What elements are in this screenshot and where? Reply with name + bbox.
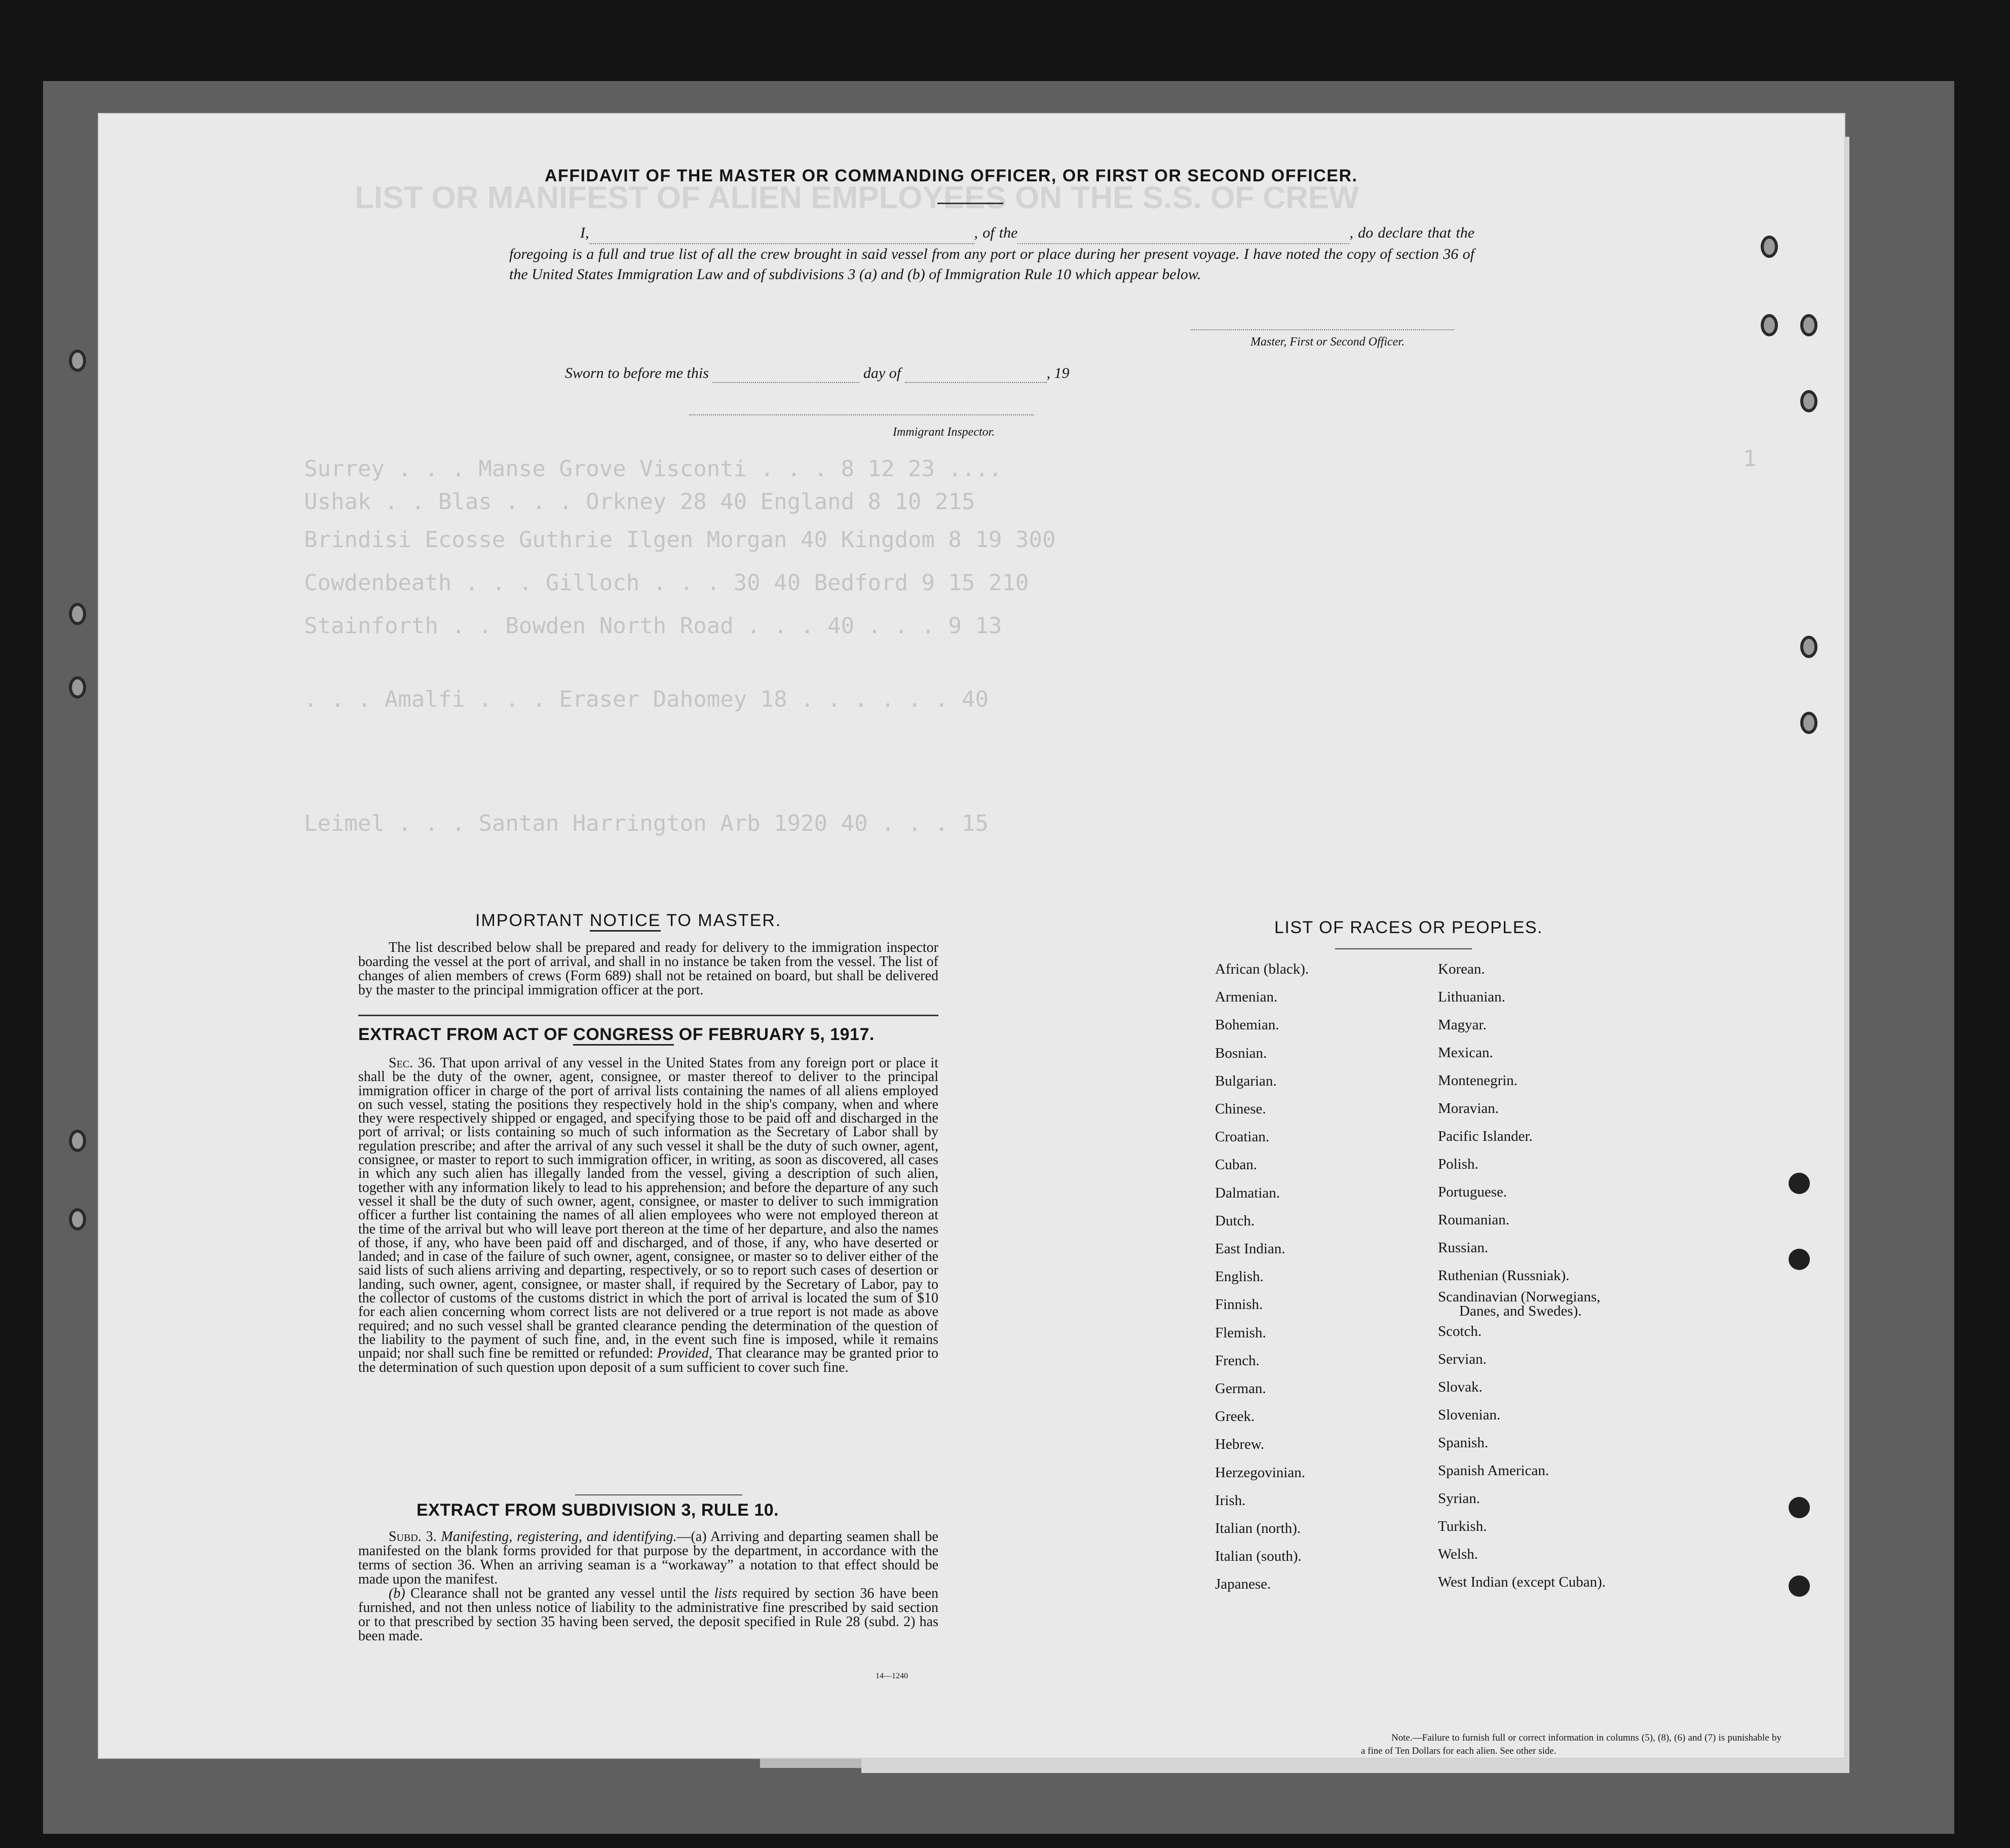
race-item: Irish. — [1215, 1492, 1246, 1509]
subdivision-a-body: Arriving and departing seamen shall be manifested on the blank forms provided for that purpose by the department, in accordance with the terms of section 36. When an arriving seaman is a “workaway” a notation to that effect should be made upon the manifest. — [358, 1529, 938, 1587]
title-rule — [937, 203, 1003, 204]
punch-dot — [1789, 1575, 1810, 1597]
race-item: Herzegovinian. — [1215, 1464, 1305, 1481]
race-item: Italian (south). — [1215, 1548, 1302, 1565]
subdivision-b-part1: Clearance shall not be granted any vessel until the — [410, 1586, 709, 1601]
bleed-through-row-number: 1 — [1743, 446, 1757, 472]
race-item: Mexican. — [1438, 1045, 1493, 1061]
provided-word: Provided, — [657, 1345, 712, 1362]
lists-word: lists — [714, 1586, 737, 1601]
form-number: 14—1240 — [876, 1672, 908, 1680]
punch-hole — [1800, 390, 1817, 412]
affidavit-title: AFFIDAVIT OF THE MASTER OR COMMANDING OFFICER, OR FIRST OR SECOND OFFICER. — [545, 166, 1358, 185]
race-item: Slovenian. — [1438, 1407, 1501, 1423]
punch-hole — [69, 1208, 86, 1230]
subdivision-label: Subd. 3. — [389, 1529, 437, 1545]
race-item: German. — [1215, 1380, 1266, 1397]
race-item: Korean. — [1438, 961, 1485, 977]
punch-hole — [1761, 314, 1778, 336]
races-title: LIST OF RACES OR PEOPLES. — [1274, 918, 1543, 937]
affidavit-i: I, — [580, 224, 589, 241]
race-item: Syrian. — [1438, 1490, 1480, 1507]
subdivision-paragraph-a — [358, 1530, 938, 1587]
punch-hole — [1800, 636, 1817, 658]
race-item: French. — [1215, 1352, 1260, 1369]
sworn-day-field — [712, 365, 859, 383]
bleed-through-row: Cowdenbeath . . . Gilloch . . . 30 40 Bedford 9 15 210 — [304, 570, 1029, 596]
race-item: Italian (north). — [1215, 1520, 1301, 1536]
signature-label: Master, First or Second Officer. — [1250, 335, 1405, 349]
race-item: Russian. — [1438, 1240, 1489, 1256]
section-rule — [575, 1494, 742, 1495]
race-item: Finnish. — [1215, 1296, 1263, 1313]
subdivision-text — [358, 1530, 938, 1643]
race-item: Slovak. — [1438, 1379, 1483, 1395]
race-item: Ruthenian (Russniak). — [1438, 1267, 1570, 1284]
race-item: Polish. — [1438, 1156, 1478, 1172]
race-item: Moravian. — [1438, 1100, 1499, 1116]
document-page — [99, 114, 1844, 1758]
race-item: Spanish. — [1438, 1435, 1489, 1451]
punch-hole — [1800, 314, 1817, 336]
race-item: West Indian (except Cuban). — [1438, 1574, 1606, 1590]
notice-title-post: TO MASTER. — [661, 911, 782, 930]
race-item: Lithuanian. — [1438, 989, 1505, 1005]
inspector-label: Immigrant Inspector. — [893, 426, 995, 439]
day-of-text: day of — [863, 365, 901, 381]
section-body: That upon arrival of any vessel in the United States from any foreign port or place it shall be the duty of the owner, agent, consignee, or master thereof to deliver to the principal immigration officer in charge of the port of arrival lists containing the names of all aliens employed on such vessel, stating the positions they respectively hold in the ship's company, when and where they were respectively shipped or engaged, and specifying those to be paid off and discharged in the port of arrival; or lists containing so much of such information as the Secretary of Labor shall by regulation prescribe; and after the arrival of any such vessel it shall be the duty of such owner, agent, consignee, or master to report to such immigration officer, in writing, as soon as discovered, all cases in which any such alien has illegally landed from the vessel, giving a description of such alien, together with any information likely to lead to his apprehension; and before the departure of any such vessel it shall be the duty of such owner, agent, consignee, or master to deliver to such immigration officer a further list containing the names of all alien employees who were not employed thereon at the time of the arrival but who will leave port thereon at the time of her departure, and also the names of those, if any, who have been paid off and discharged, and of those, if any, who have deserted or landed; and in case of the failure of such owner, agent, consignee, or master so to deliver either of the said lists of such aliens arriving and departing, respectively, or so to report such cases of desertion or landing, such owner, agent, consignee, or master shall, if required by the Secretary of Labor, pay to the collector of customs of the customs district in which the port of arrival is located the sum of $10 for each alien concerning whom correct lists are not delivered or a true report is not made as above required; and no such vessel shall be granted clearance pending the determination of the question of the liability to the payment of such fine, and, in the event such fine is imposed, while it remains unpaid; nor shall such fine be remitted or refunded: — [358, 1055, 938, 1362]
races-rule — [1335, 948, 1472, 949]
subdivision-paragraph-b — [358, 1587, 938, 1643]
subdivision-heading: Manifesting, registering, and identifying. — [441, 1529, 677, 1545]
race-item: Greek. — [1215, 1408, 1255, 1425]
race-item: Dutch. — [1215, 1212, 1255, 1229]
punch-dot — [1789, 1497, 1810, 1518]
race-item: Armenian. — [1215, 989, 1278, 1006]
punch-hole — [69, 603, 86, 625]
sworn-line — [565, 365, 1070, 383]
act-title — [358, 1025, 875, 1045]
race-item: Bulgarian. — [1215, 1072, 1277, 1089]
section-tail: That clearance may be granted prior to the determination of such question upon deposit of a sum sufficient to cover such fine. — [358, 1345, 939, 1375]
affidavit-statement — [509, 223, 1474, 285]
notice-title-pre: IMPORTANT — [475, 911, 590, 930]
race-item: Hebrew. — [1215, 1436, 1265, 1453]
race-item: English. — [1215, 1268, 1264, 1285]
section-rule — [358, 1015, 938, 1016]
bleed-through-row: Brindisi Ecosse Guthrie Ilgen Morgan 40 Kingdom 8 19 300 — [304, 527, 1056, 553]
punch-hole — [69, 1130, 86, 1152]
race-item: Montenegrin. — [1438, 1072, 1518, 1089]
subdivision-b-part2: required by section 36 have been furnished, and not then unless notice of liability to the administrative fine prescribed by said section or to that prescribed by section 35 having been served, the deposit specified in Rule 28 (subd. 2) has been made. — [358, 1586, 939, 1644]
notice-title-underlined: NOTICE — [590, 911, 661, 932]
act-title-post: OF FEBRUARY 5, 1917. — [673, 1025, 875, 1044]
name-field — [589, 223, 974, 244]
race-item: Dalmatian. — [1215, 1184, 1280, 1201]
punch-hole — [69, 676, 86, 699]
race-item: Bohemian. — [1215, 1017, 1279, 1033]
race-item: Bosnian. — [1215, 1045, 1267, 1061]
race-item: African (black). — [1215, 961, 1309, 977]
race-item: Chinese. — [1215, 1101, 1266, 1117]
section-36-text — [358, 1056, 938, 1374]
section-label: Sec. 36. — [389, 1055, 436, 1071]
race-item: Servian. — [1438, 1351, 1487, 1367]
race-item: Magyar. — [1438, 1017, 1487, 1033]
race-item: Pacific Islander. — [1438, 1128, 1533, 1144]
race-item: Spanish American. — [1438, 1462, 1549, 1479]
act-title-underlined: CONGRESS — [573, 1025, 674, 1046]
notice-text: The list described below shall be prepared and ready for delivery to the immigration inspector boarding the vessel at the port of arrival, and shall in no instance be taken from the vessel. The list of changes of alien members of crews (Form 689) shall not be retained on board, but shall be delivered by the master to the principal immigration officer at the port. — [358, 940, 938, 998]
subdivision-title: EXTRACT FROM SUBDIVISION 3, RULE 10. — [416, 1500, 779, 1520]
inspector-signature-line — [689, 414, 1034, 415]
bleed-through-row: Ushak . . Blas . . . Orkney 28 40 England 8 10 215 — [304, 489, 975, 515]
race-item: East Indian. — [1215, 1241, 1285, 1257]
signature-line — [1191, 329, 1454, 330]
act-title-pre: EXTRACT FROM ACT OF — [358, 1025, 574, 1044]
punch-hole — [69, 350, 86, 372]
notice-title — [475, 911, 781, 931]
race-item: Scandinavian (Norwegians, — [1438, 1289, 1601, 1305]
subdivision-marker-a: —(a) — [676, 1529, 707, 1545]
bleed-through-row: Leimel . . . Santan Harrington Arb 1920 40 . . . 15 — [304, 811, 989, 836]
race-item: Cuban. — [1215, 1157, 1257, 1173]
race-item: Croatian. — [1215, 1129, 1270, 1145]
vessel-field — [1017, 223, 1349, 244]
footer-note: Note.—Failure to furnish full or correct information in columns (5), (8), (6) and (7) is punishable by a fine of Ten Dollars for each alien. See other side. — [1361, 1732, 1781, 1756]
bleed-through-row: Stainforth . . Bowden North Road . . . 40 . . . 9 13 — [304, 613, 1002, 639]
punch-dot — [1789, 1173, 1810, 1194]
race-item: Scotch. — [1438, 1323, 1482, 1339]
race-item: Roumanian. — [1438, 1212, 1509, 1228]
sworn-month-field — [905, 365, 1047, 383]
sworn-text: Sworn to before me this — [565, 365, 709, 381]
race-item: Turkish. — [1438, 1518, 1487, 1534]
punch-hole — [1761, 236, 1778, 258]
affidavit-body: that the foregoing is a full and true list of all the crew brought in said vessel from any port or place during her present voyage. I have noted the copy of section 36 of the United States Immigration Law and of subdivisions 3 (a) and (b) of Immigration Rule 10 which appear below. — [509, 224, 1475, 283]
bleed-through-row: . . . Amalfi . . . Eraser Dahomey 18 . . . . . . 40 — [304, 686, 989, 712]
punch-hole — [1800, 712, 1817, 734]
bleed-through-row: Surrey . . . Manse Grove Visconti . . . 8 12 23 .... — [304, 456, 1002, 482]
affidavit-of-the: , of the — [974, 224, 1018, 241]
year-text: , 19 — [1046, 365, 1070, 381]
punch-dot — [1789, 1249, 1810, 1270]
race-item: Flemish. — [1215, 1324, 1266, 1341]
race-item: Japanese. — [1215, 1576, 1271, 1593]
race-item: Portuguese. — [1438, 1184, 1507, 1200]
bleed-through-title: LIST OR MANIFEST OF ALIEN EMPLOYEES ON THE S.S. OF CREW — [355, 180, 1359, 215]
race-item: Welsh. — [1438, 1546, 1478, 1562]
subdivision-marker-b: (b) — [389, 1586, 405, 1601]
race-item: Danes, and Swedes). — [1459, 1303, 1582, 1319]
affidavit-declare: , do declare — [1349, 224, 1423, 241]
